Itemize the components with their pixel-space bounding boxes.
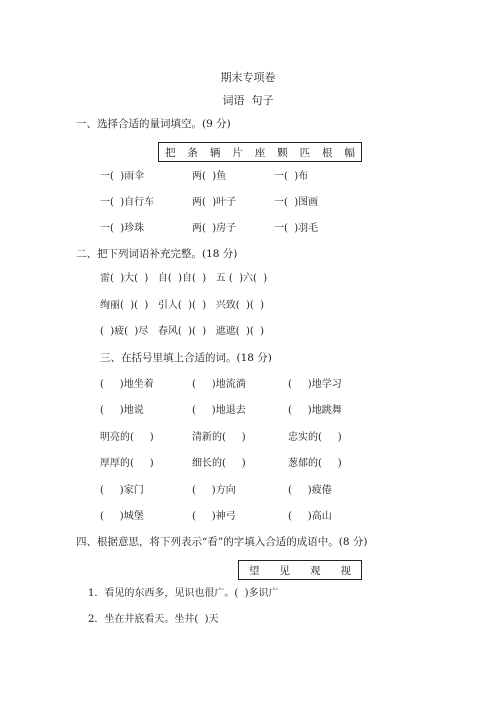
fill-item: 清新的( ): [192, 432, 246, 443]
question-item: 1．看见的东西多，见识也很广。( )多识广: [88, 588, 279, 599]
fill-item: ( )地流淌: [192, 379, 246, 390]
fill-item: 一( )图画: [274, 197, 319, 208]
question-item: 2．坐在井底看天。坐井( )天: [88, 614, 219, 625]
box-word: 片: [232, 146, 243, 159]
box-word: 见: [279, 564, 290, 577]
box-word: 辆: [209, 146, 221, 159]
fill-item: 一( )雨伞: [100, 171, 145, 182]
fill-item: 一( )自行车: [100, 197, 155, 208]
look-word-box: [238, 560, 362, 580]
box-word: 望: [249, 564, 260, 577]
box-word: 匹: [299, 146, 311, 159]
fill-item: ( )地跳舞: [288, 405, 342, 416]
fill-item: 一( )布: [274, 171, 309, 182]
idiom-row: 绚丽( )( ) 引人( )( ) 兴致( )( ): [100, 300, 265, 311]
section-3-heading: 三、在括号里填上合适的词。(18 分): [100, 352, 272, 364]
fill-item: 明亮的( ): [100, 432, 154, 443]
box-word: 把: [164, 146, 176, 159]
box-word: 座: [254, 146, 266, 159]
page-subtitle: 词语 句子: [222, 94, 274, 107]
idiom-row: 雷( )大( ) 自( )自( ) 五 ( )六( ): [100, 273, 268, 284]
box-word: 条: [187, 146, 198, 159]
measure-word-box: [158, 142, 362, 162]
section-2-heading: 二、把下列词语补充完整。(18 分): [76, 248, 238, 260]
box-word: 观: [310, 564, 321, 577]
fill-item: 葱郁的( ): [288, 458, 342, 469]
fill-item: ( )地学习: [288, 379, 342, 390]
box-word: 颗: [277, 146, 288, 159]
page-title: 期末专项卷: [220, 71, 276, 84]
fill-item: ( )地退去: [192, 405, 246, 416]
fill-item: 两( )鱼: [192, 171, 227, 182]
fill-item: ( )疲倦: [288, 485, 332, 496]
box-word: 幅: [344, 146, 355, 159]
fill-item: 两( )叶子: [192, 197, 237, 208]
fill-item: ( )方向: [192, 485, 236, 496]
fill-item: 细长的( ): [192, 458, 246, 469]
box-word: 根: [322, 146, 333, 159]
idiom-row: ( )疲( )尽 春风( )( ) 遮遮( )( ): [100, 326, 265, 337]
fill-item: ( )城堡: [100, 511, 144, 522]
box-word: 视: [340, 564, 351, 577]
section-1-heading: 一、选择合适的量词填空。(9 分): [76, 118, 231, 130]
fill-item: ( )神弓: [192, 511, 236, 522]
fill-item: ( )高山: [288, 511, 332, 522]
fill-item: 两( )房子: [192, 223, 237, 234]
fill-item: 厚厚的( ): [100, 458, 154, 469]
fill-item: 一( )珍珠: [100, 223, 145, 234]
fill-item: ( )家门: [100, 485, 144, 496]
fill-item: ( )地坐着: [100, 379, 154, 390]
fill-item: ( )地说: [100, 405, 144, 416]
fill-item: 忠实的( ): [288, 432, 342, 443]
section-4-heading: 四、根据意思，将下列表示“看”的字填入合适的成语中。(8 分): [76, 536, 368, 548]
fill-item: 一( )羽毛: [274, 223, 319, 234]
